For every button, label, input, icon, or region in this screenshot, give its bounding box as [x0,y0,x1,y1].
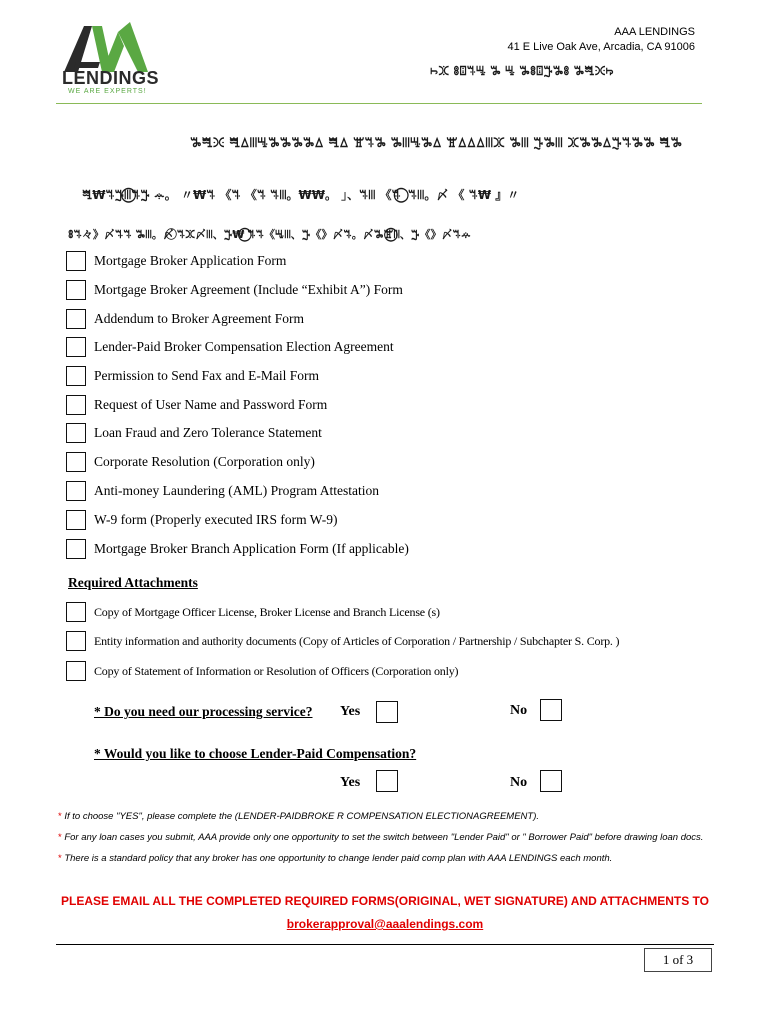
form-label: Anti-money Laundering (AML) Program Attestation [94,483,379,498]
attachment-item [66,629,619,653]
form-checkbox[interactable] [66,309,86,329]
form-label: Loan Fraud and Zero Tolerance Statement [94,425,322,440]
company-name: AAA LENDINGS [614,26,695,38]
note-2: * For any loan cases you submit, AAA provide only one opportunity to set the switch between "Lender Paid" or " Borrower Paid" before drawing loan docs. [58,832,704,843]
form-label: Addendum to Broker Agreement Form [94,311,304,326]
logo-tagline: WE ARE EXPERTS! [68,88,147,95]
form-label: Request of User Name and Password Form [94,397,328,412]
form-checkbox[interactable] [66,539,86,559]
attachments-heading: Required Attachments [68,575,198,590]
form-checkbox[interactable] [66,395,86,415]
processing-no-checkbox[interactable] [540,699,562,721]
form-item [66,479,379,503]
form-item [66,393,327,417]
form-checkbox[interactable] [66,510,86,530]
compensation-no-checkbox[interactable] [540,770,562,792]
form-checkbox[interactable] [66,423,86,443]
form-item [66,421,322,445]
form-item [66,307,304,331]
form-label: Mortgage Broker Agreement (Include “Exhibit A”) Form [94,282,403,297]
form-checkbox[interactable] [66,366,86,386]
form-label: Mortgage Broker Application Form [94,253,287,268]
form-item [66,278,403,302]
email-instruction: PLEASE EMAIL ALL THE COMPLETED REQUIRED FORMS(ORIGINAL, WET SIGNATURE) AND ATTACHMENTS TO [61,894,709,908]
email-link[interactable]: brokerapproval@aaalendings.com [286,917,484,931]
form-label: W-9 form (Properly executed IRS form W-9) [94,512,338,527]
form-checkbox[interactable] [66,251,86,271]
form-label: Corporate Resolution (Corporation only) [94,454,315,469]
garbled-instruction-1: ꖽ₩ꕐꔓꔖ⃝ꕐꔓ ꕂ。 〃₩ꕐ 《ꕐ 《ꕐ ꕐꔖ。₩₩。 」、ꕐꔖ 《ꕐ ⃝ ꕐꔖ。〆 《 ꕐ₩ 』〃 [82,188,520,202]
logo-wordmark: LENDINGS [62,68,160,88]
form-item [66,508,337,532]
form-label: Mortgage Broker Branch Application Form (If applicable) [94,541,409,556]
attachment-label: Copy of Statement of Information or Resolution of Officers (Corporation only) [94,663,459,678]
processing-question: * Do you need our processing service? [94,704,313,719]
footer-divider [56,944,714,945]
form-checkbox[interactable] [66,337,86,357]
compensation-yes-label: Yes [340,775,361,790]
attachment-item [66,600,440,624]
attachment-checkbox[interactable] [66,602,86,622]
garbled-instruction-2: ꗚꕐ々》〆ꕐꕐ ꖆꔖ。〆 ⃝ꕐꖼ〆ꔖ、ꔓ₩ ⃝ꕐꕐ《ꖈꔖ、ꔓ《》〆ꕐ。〆ꖆꖂ⃝ꔖ、ꔓ《》〆ꕐꕂ [68,228,471,241]
compensation-yes-checkbox[interactable] [376,770,398,792]
attachment-label: Entity information and authority documents (Copy of Articles of Corporation / Partnership / Subchapter S. Corp. ) [94,633,620,648]
garbled-header-text: ꖨꖼ ꗚꘖꕐꖈ ꖆ ꖈ ꖆꗚꘖꔓꖆꗚ ꖆꖽꖻꖫ [430,64,614,78]
attachment-label: Copy of Mortgage Officer License, Broker License and Branch License (s) [94,604,440,619]
attachment-item [66,659,458,683]
company-logo [58,18,158,100]
header-divider [56,103,702,104]
note-1: * If to choose "YES", please complete the (LENDER-PAIDBROKE R COMPENSATION ELECTIONAGREEMENT). [58,811,540,822]
form-item [66,537,409,561]
processing-no-label: No [510,703,528,718]
attachment-checkbox[interactable] [66,631,86,651]
form-item [66,450,315,474]
form-item [66,249,286,273]
processing-yes-checkbox[interactable] [376,701,398,723]
attachment-checkbox[interactable] [66,661,86,681]
processing-yes-label: Yes [340,704,361,719]
compensation-no-label: No [510,775,528,790]
form-label: Permission to Send Fax and E-Mail Form [94,368,319,383]
garbled-title: ꖆꖽꖻ ꖽꕔꔖꖈꖆꖆꖆꖆꕔ ꖽꕔ ꖂꕐꖆ ꖆꔖꖈꖆꕔ ꖂꕔꕔꕔꔖꖼ ꖆꔖ ꔓꖆꔖ ꖼꖆꖆꕔꔓꕐꖆꖆ ꖽꖆ [190,136,683,151]
form-checkbox[interactable] [66,452,86,472]
form-checkbox[interactable] [66,280,86,300]
note-3: * There is a standard policy that any broker has one opportunity to change lender paid comp plan with AAA LENDINGS each month. [58,853,613,864]
form-checkbox[interactable] [66,481,86,501]
form-item [66,335,394,359]
compensation-question: * Would you like to choose Lender-Paid Compensation? [94,746,417,761]
page-number: 1 of 3 [644,948,712,972]
form-item [66,364,319,388]
company-address: 41 E Live Oak Ave, Arcadia, CA 91006 [507,41,695,53]
form-label: Lender-Paid Broker Compensation Election Agreement [94,339,394,354]
